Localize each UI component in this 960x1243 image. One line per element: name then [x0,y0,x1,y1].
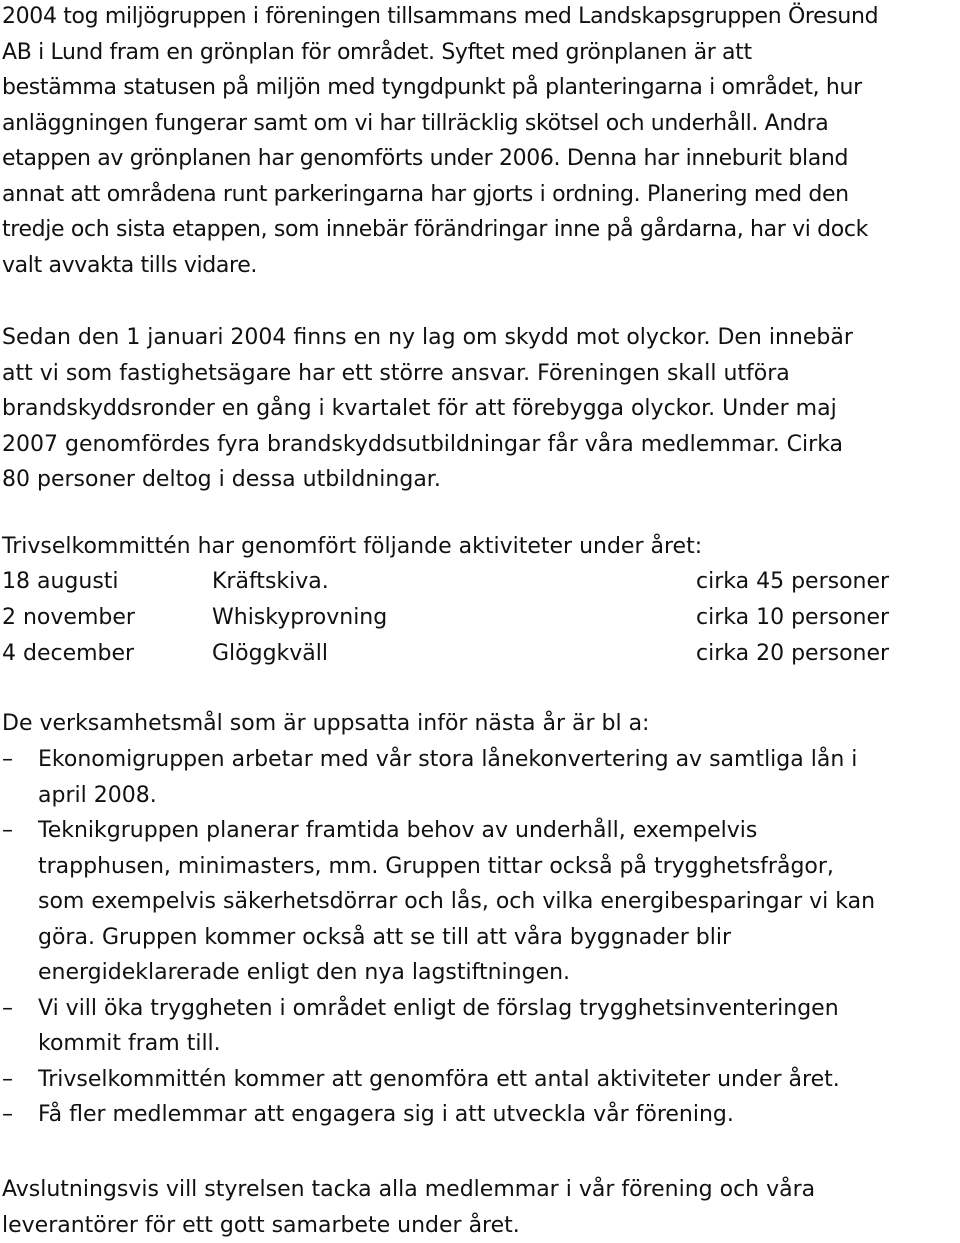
goal-item [2,1062,958,1098]
paragraph-gronplan [2,0,958,283]
text-line: leverantörer för ett gott samarbete under året. [2,1212,520,1238]
activity-name: Whiskyprovning [212,605,388,630]
closing-paragraph [2,1172,958,1243]
dash-bullet-icon: – [2,995,13,1021]
text-line: Vi vill öka tryggheten i området enligt de förslag trygghetsinventeringen [38,995,839,1021]
text-line: etappen av grönplanen har genomförts under 2006. Denna har inneburit bland [2,146,849,171]
activity-attendance: cirka 45 personer [696,569,890,594]
activity-attendance: cirka 10 personer [696,605,890,630]
paragraph-brandskydd [2,320,958,498]
activity-name: Glöggkväll [212,641,329,666]
text-line: Sedan den 1 januari 2004 finns en ny lag om skydd mot olyckor. Den innebär [2,325,853,350]
goal-item [2,1097,958,1133]
text-line: anläggningen fungerar samt om vi har tillräcklig skötsel och underhåll. Andra [2,110,829,136]
goals-intro [2,706,958,742]
text-line: AB i Lund fram en grönplan för området. Syftet med grönplanen är att [2,39,752,65]
text-line: Avslutningsvis vill styrelsen tacka alla medlemmar i vår förening och våra [2,1177,816,1202]
text-line: brandskyddsronder en gång i kvartalet för att förebygga olyckor. Under maj [2,396,837,421]
text-line: De verksamhetsmål som är uppsatta inför nästa år är bl a: [2,711,650,736]
activity-date: 4 december [2,641,135,666]
goal-item [2,742,958,813]
dash-bullet-icon: – [2,1102,13,1127]
dash-bullet-icon: – [2,1066,13,1092]
activity-row [2,564,942,600]
text-line: kommit fram till. [38,1031,221,1056]
text-line: Få fler medlemmar att engagera sig i att utveckla vår förening. [38,1102,734,1127]
text-line: Trivselkommittén har genomfört följande aktiviteter under året: [2,534,703,559]
text-line: energideklarerade enligt den nya lagstiftningen. [38,960,571,985]
text-line: Trivselkommittén kommer att genomföra ett antal aktiviteter under året. [38,1066,840,1092]
text-line: april 2008. [38,782,157,808]
goal-item [2,991,958,1062]
goal-item [2,813,958,991]
activity-row [2,600,942,636]
text-line: som exempelvis säkerhetsdörrar och lås, och vilka energibesparingar vi kan [38,889,876,914]
dash-bullet-icon: – [2,747,13,772]
text-line: Ekonomigruppen arbetar med vår stora lånekonvertering av samtliga lån i [38,747,858,772]
activities-table [2,564,942,672]
text-line: valt avvakta tills vidare. [2,252,258,278]
text-line: 2004 tog miljögruppen i föreningen tillsammans med Landskapsgruppen Öresund [2,4,879,29]
activities-intro [2,529,958,565]
text-line: 2007 genomfördes fyra brandskyddsutbildningar får våra medlemmar. Cirka [2,431,844,457]
text-line: att vi som fastighetsägare har ett större ansvar. Föreningen skall utföra [2,360,790,386]
dash-bullet-icon: – [2,818,13,843]
activity-row [2,636,942,672]
goals-list [2,742,958,1133]
activity-date: 2 november [2,605,135,630]
text-line: tredje och sista etappen, som innebär förändringar inne på gårdarna, har vi dock [2,217,869,242]
text-line: trapphusen, minimasters, mm. Gruppen tittar också på trygghetsfrågor, [38,853,834,879]
text-line: bestämma statusen på miljön med tyngdpunkt på planteringarna i området, hur [2,75,862,100]
activity-attendance: cirka 20 personer [696,641,890,666]
activity-date: 18 augusti [2,569,119,594]
activity-name: Kräftskiva. [212,569,329,594]
text-line: 80 personer deltog i dessa utbildningar. [2,467,441,492]
text-line: göra. Gruppen kommer också att se till att våra byggnader blir [38,924,731,950]
text-line: Teknikgruppen planerar framtida behov av underhåll, exempelvis [38,818,758,843]
text-line: annat att områdena runt parkeringarna har gjorts i ordning. Planering med den [2,181,849,207]
